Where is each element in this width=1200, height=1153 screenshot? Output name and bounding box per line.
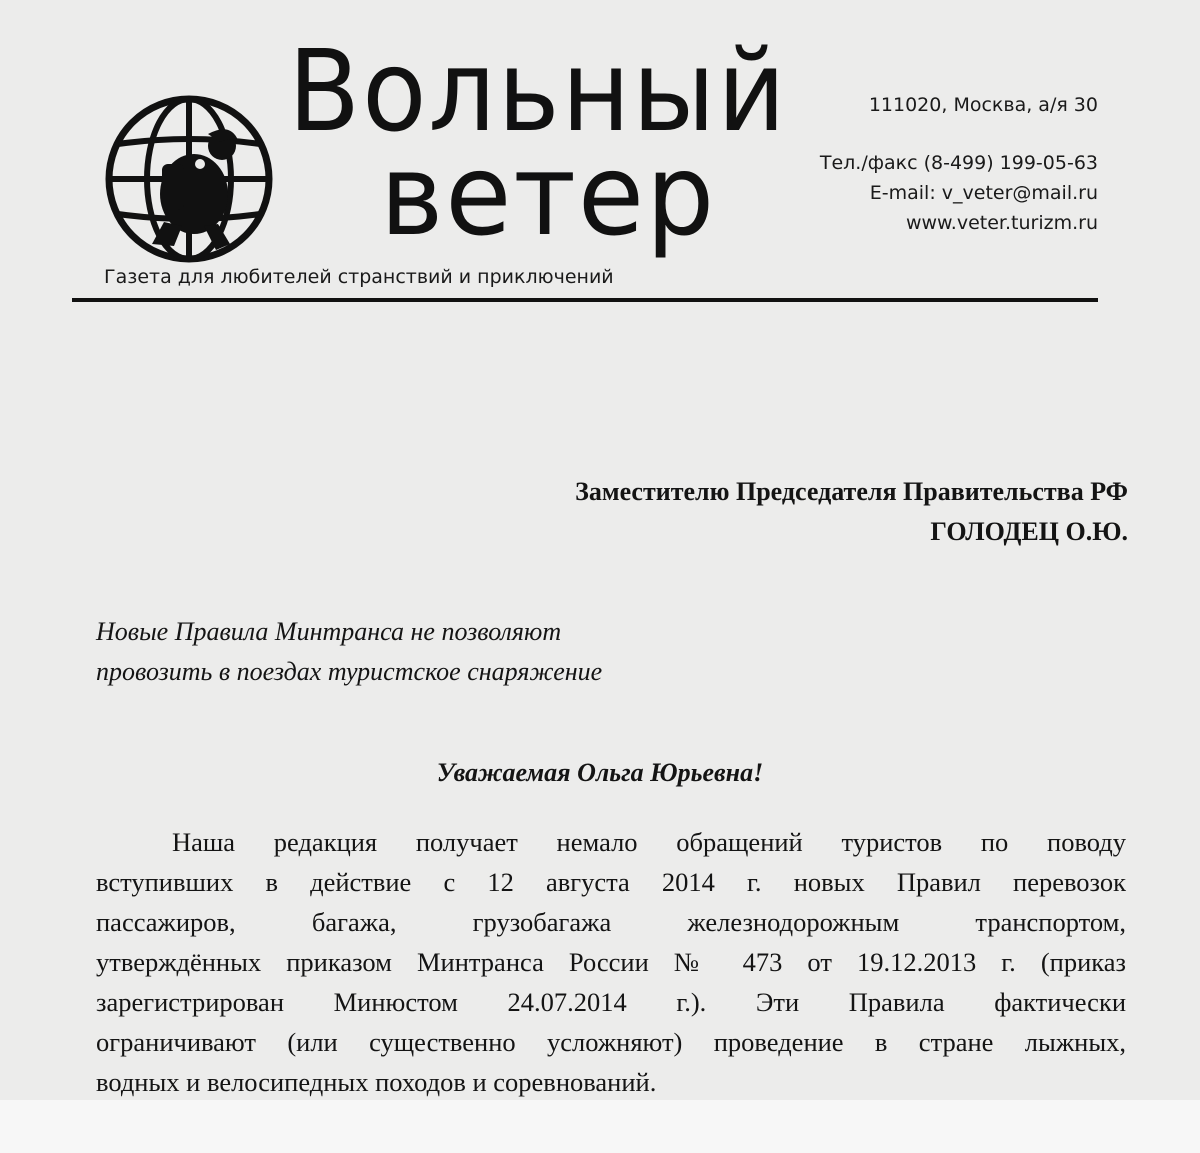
newspaper-title-line1: Вольный	[288, 27, 788, 157]
body-line: водных и велосипедных походов и соревнований.	[96, 1067, 657, 1097]
letterhead-divider	[72, 298, 1098, 302]
page-margin	[0, 1100, 1200, 1153]
salutation: Уважаемая Ольга Юрьевна!	[436, 758, 764, 787]
letter-subject	[96, 612, 602, 692]
addressee-position: Заместителю Председателя Правительства РФ	[575, 477, 1128, 506]
contact-spacer	[820, 120, 1098, 148]
contact-block	[820, 90, 1098, 238]
newspaper-tagline: Газета для любителей странствий и приключений	[104, 266, 614, 288]
website-address: www.veter.turizm.ru	[905, 212, 1098, 234]
body-line: зарегистрирован Минюстом 24.07.2014 г.). Эти Правила фактически	[96, 987, 1126, 1017]
postal-address: 111020, Москва, а/я 30	[868, 94, 1098, 116]
addressee-block	[575, 472, 1128, 552]
body-line: утверждённых приказом Минтранса России № 473 от 19.12.2013 г. (приказ	[96, 947, 1126, 977]
newspaper-title-line2: ветер	[380, 131, 717, 261]
body-line: вступивших в действие с 12 августа 2014 г. новых Правил перевозок	[96, 867, 1126, 897]
subject-line-1: Новые Правила Минтранса не позволяют	[96, 617, 562, 646]
letter-body	[96, 822, 1126, 1100]
body-line: ограничивают (или существенно усложняют) проведение в стране лыжных,	[96, 1027, 1126, 1057]
addressee-name: ГОЛОДЕЦ О.Ю.	[930, 517, 1128, 546]
subject-line-2: провозить в поездах туристское снаряжение	[96, 657, 603, 686]
globe-logo-icon	[104, 94, 274, 264]
body-line: Наша редакция получает немало обращений туристов по поводу	[172, 827, 1126, 857]
phone-fax: Тел./факс (8-499) 199-05-63	[819, 152, 1098, 174]
body-line: пассажиров, багажа, грузобагажа железнодорожным транспортом,	[96, 907, 1126, 937]
email-address: E-mail: v_veter@mail.ru	[869, 182, 1098, 204]
